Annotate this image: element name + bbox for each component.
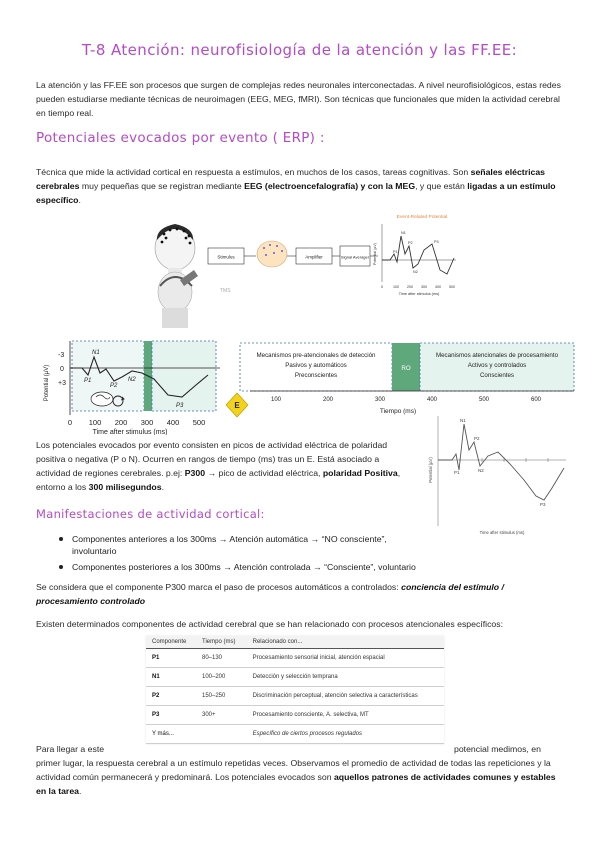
tms-logo-text: TMS (220, 288, 231, 294)
x-tick-label: 0 (67, 418, 73, 427)
x-axis-label: Time after stimulus (ms) (479, 530, 525, 535)
table-cell: P3 (146, 706, 196, 725)
table-cell: P2 (146, 687, 196, 706)
peak-label: P1 (454, 470, 460, 475)
timeline-tick: 500 (478, 397, 490, 403)
timeline-tick: 100 (270, 397, 282, 403)
page-title: T-8 Atención: neurofisiología de la atención y las FF.EE: (81, 41, 518, 59)
peak-label: N2 (478, 468, 484, 473)
bold-text: polaridad Positiva (322, 468, 398, 478)
p300-paragraph (36, 580, 564, 608)
table-cell: 80–130 (196, 649, 247, 668)
table-cell: 150–250 (196, 687, 247, 706)
bold-text: señales eléctricas cerebrales (36, 167, 545, 191)
bold-text: EEG (electroencefalografía) y con la MEG (244, 181, 416, 191)
table-cell: Específico de ciertos procesos regulados (247, 725, 444, 744)
bold-italic-text: conciencia del estímulo / procesamiento controlado (36, 582, 504, 606)
table-header-row (146, 636, 444, 649)
intro-paragraph: La atención y las FF.EE son procesos que surgen de complejas redes neuronales interconectadas. A nivel neurofisiológicos, estas redes pueden estudiarse mediante técnicas de neuroimagen (EEG, MEG, fMRI). Son técnicas que funcionales que miden la actividad cerebral en tiempo real. (36, 80, 561, 118)
components-table (146, 636, 444, 744)
peak-label: P1 (393, 250, 398, 254)
y-tick-label: +3 (58, 380, 66, 387)
eeg-head-illustration (155, 224, 195, 276)
erp-waveform-line (438, 424, 564, 500)
table-cell: 100–200 (196, 668, 247, 687)
erp-y-axis-label: Potential (µV) (373, 243, 377, 265)
stimulus-marker-label: E (234, 401, 240, 410)
text-run: → pico de actividad eléctrica, (205, 468, 323, 478)
text-run: Técnica que mide la actividad cortical en respuesta a estímulos, en muchos de los casos, tareas cognitivas. Son (36, 167, 471, 177)
text-run: muy pequeñas que se registran mediante (79, 181, 245, 191)
peak-label: P3 (540, 502, 546, 507)
erp-waveform-figure (420, 408, 570, 538)
text-run: potencial medimos, en primer lugar, la respuesta cerebral a un estímulo repetidas veces. Observamos el promedio de actividad de todas las repeticiones y la actividad común permanecerá y predominará. Los potenciales evocados son (36, 744, 551, 782)
table-cell (196, 725, 247, 744)
timeline-tick: 300 (374, 397, 386, 403)
table-row (146, 687, 444, 706)
x-tick-label: 200 (114, 418, 128, 427)
table-cell: Detección y selección temprana (247, 668, 444, 687)
section-heading-erp: Potenciales evocados por evento ( ERP) : (36, 130, 325, 146)
x-tick-label: 500 (192, 418, 206, 427)
peak-label: N1 (460, 418, 466, 423)
y-axis-label: Potential (µV) (44, 364, 50, 402)
x-tick-label: 100 (393, 285, 399, 289)
peak-label: P2 (408, 241, 413, 245)
x-tick-label: 0 (381, 285, 383, 289)
erp-recording-figure (150, 210, 470, 340)
peak-label: N2 (413, 270, 418, 274)
components-table-container (146, 636, 444, 744)
y-tick-label: -3 (58, 352, 65, 359)
peak-label: P3 (176, 403, 184, 409)
text-run: , y que están (415, 181, 468, 191)
brain-icon (257, 241, 287, 267)
table-intro-paragraph: Existen determinados componentes de actividad cerebral que se han relacionado con procesos atencionales específicos: (36, 619, 503, 629)
list-item: Componentes anteriores a los 300ms → Atención automática → “NO consciente”, involuntario (72, 533, 432, 557)
text-run: Se considera que el componente P300 marca el paso de procesos automáticos a controlados: (36, 582, 402, 592)
x-tick-label: 200 (407, 285, 413, 289)
amplifier-box-label: Amplifier (305, 254, 323, 260)
x-axis-label: Time after stimulus (ms) (92, 429, 168, 435)
column-header: Componente (146, 636, 196, 649)
final-paragraph (36, 742, 564, 798)
table-cell: Procesamiento consciente, A. selectiva, MT (247, 706, 444, 725)
ro-label: RO (401, 365, 411, 372)
timeline-axis-label: Tiempo (ms) (379, 408, 417, 415)
column-header: Tiempo (ms) (196, 636, 247, 649)
timeline-tick: 200 (322, 397, 334, 403)
x-tick-label: 400 (435, 285, 441, 289)
list-item: Componentes posteriores a los 300ms → Atención controlada → “Consciente”, voluntario (72, 561, 432, 573)
text-run: , entorno a los (36, 468, 401, 492)
x-tick-label: 300 (140, 418, 154, 427)
timeline-tick: 600 (530, 397, 542, 403)
text-run: Los potenciales evocados por evento consisten en picos de actividad eléctrica de polaridad positiva o negativa (P o N). Ocurren en rangos de tiempo (ms) tras un E. Está asociado a actividad de regiones cerebrales. p.ej: (36, 440, 388, 478)
timeline-tick: 400 (426, 397, 438, 403)
x-tick-label: 300 (421, 285, 427, 289)
table-cell: 300+ (196, 706, 247, 725)
table-cell: N1 (146, 668, 196, 687)
text-run: . (161, 482, 164, 492)
stimulus-box-label: Stimulus (217, 254, 235, 260)
x-tick-label: 400 (166, 418, 180, 427)
table-row (146, 668, 444, 687)
text-run: . (78, 195, 81, 205)
table-cell: Discriminación perceptual, atención selectiva a características (247, 687, 444, 706)
signal-averager-box-label: Signal Averager (340, 254, 370, 260)
x-tick-label: 500 (449, 285, 455, 289)
peak-label: P1 (84, 378, 92, 384)
peak-label: P2 (110, 383, 118, 389)
table-row (146, 706, 444, 725)
peak-label: N1 (92, 350, 100, 356)
final-paragraph-start: Para llegar a este (36, 744, 105, 754)
peak-label: P2 (474, 436, 480, 441)
column-header: Relacionado con... (247, 636, 444, 649)
table-cell: P1 (146, 649, 196, 668)
brain-drawing (91, 392, 113, 406)
erp-peaks-paragraph (36, 438, 406, 494)
y-tick-label: 0 (60, 366, 64, 373)
peak-label: N1 (401, 231, 406, 235)
erp-waveform-line (382, 236, 454, 274)
table-row (146, 649, 444, 668)
peak-label: P3 (434, 240, 439, 244)
peak-label: N2 (128, 377, 136, 383)
preattentional-line3: Preconscientes (294, 372, 338, 379)
text-run: . (78, 786, 82, 796)
attentional-line2: Activos y controlados (467, 362, 527, 369)
bold-text: aquellos patrones de actividades comunes y estables en la tarea (36, 772, 556, 796)
table-cell: Procesamiento sensorial inicial, atención espacial (247, 649, 444, 668)
bold-text: P300 (184, 468, 206, 478)
bold-text: 300 milisegundos (88, 482, 162, 492)
y-axis-label: Potential (µV) (428, 457, 433, 483)
table-cell: Y más... (146, 725, 196, 744)
preattentional-line2: Pasivos y automáticos (285, 362, 347, 369)
bold-text: ligadas a un estímulo específico (36, 181, 556, 205)
attentional-title: Mecanismos atencionales de procesamiento (435, 352, 559, 359)
tms-coil-illustration (158, 270, 198, 328)
x-tick-label: 100 (88, 418, 102, 427)
section-heading-cortical-activity: Manifestaciones de actividad cortical: (36, 507, 265, 521)
preattentional-title: Mecanismos pre-atencionales de detección (256, 352, 376, 359)
cortical-activity-list (52, 533, 432, 577)
erp-definition-paragraph (36, 165, 564, 207)
erp-x-axis-label: Time after stimulus (ms) (398, 292, 440, 296)
attentional-line3: Conscientes (479, 372, 515, 379)
table-row (146, 725, 444, 744)
erp-chart-title: Event-Related Potential (396, 215, 448, 220)
